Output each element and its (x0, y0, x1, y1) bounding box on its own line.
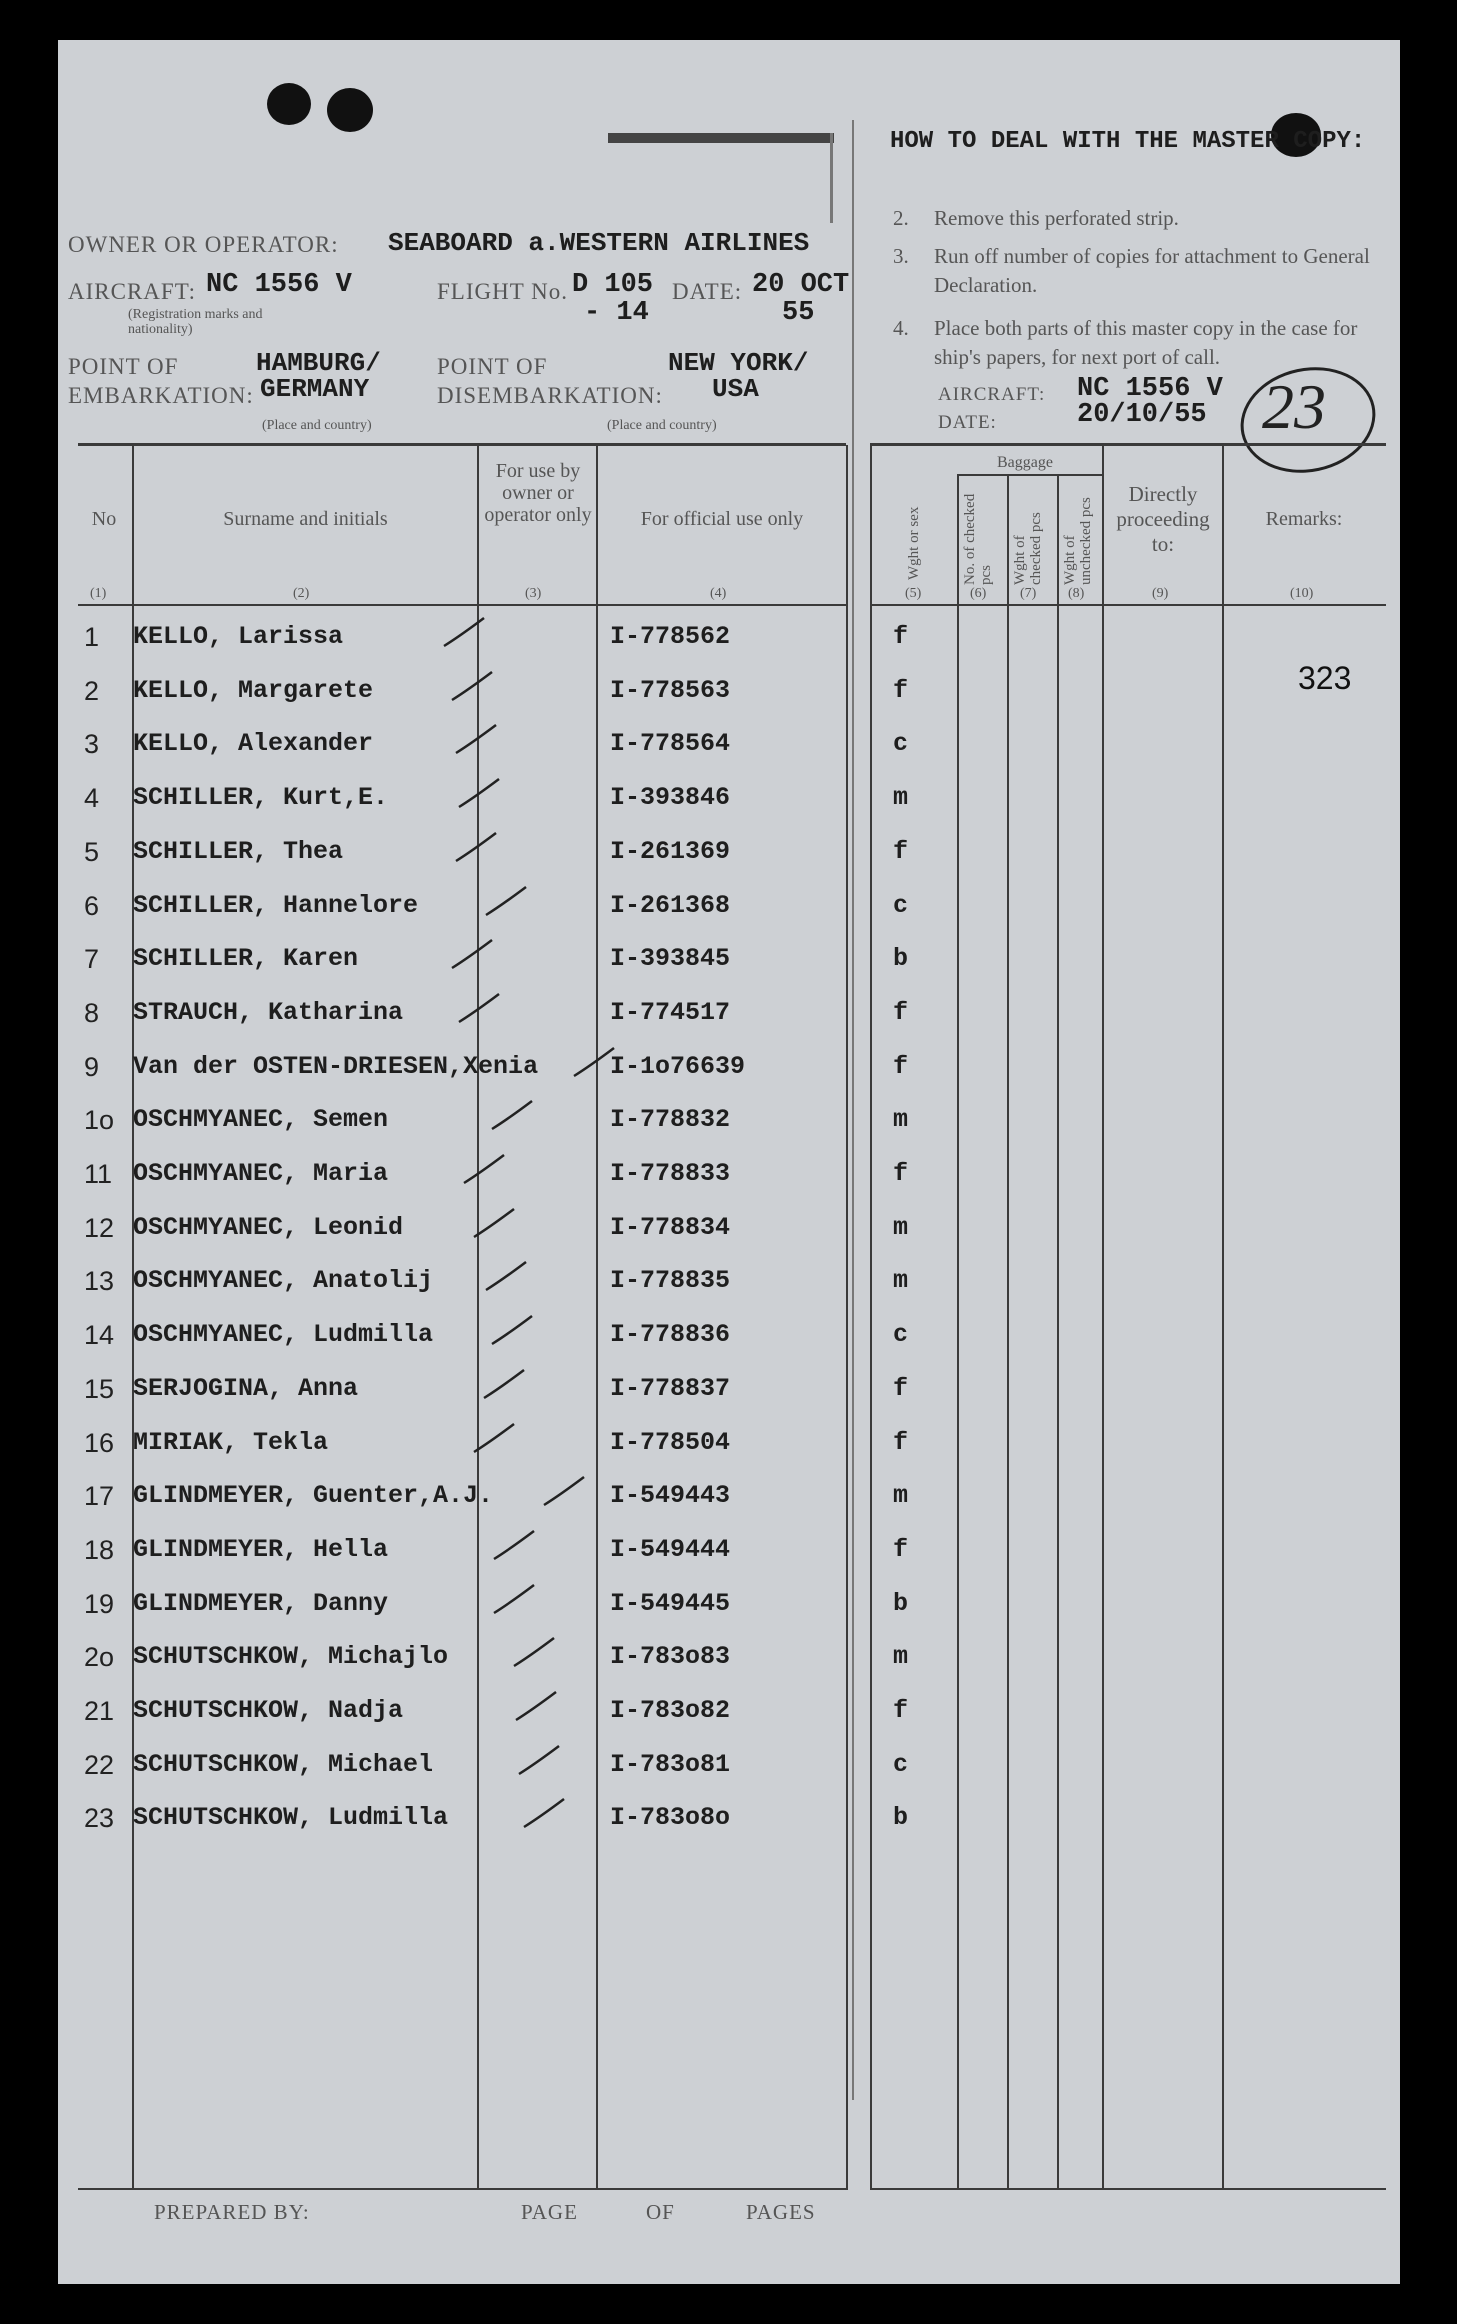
col-num-4: (4) (710, 586, 727, 601)
passenger-name: OSCHMYANEC, Leonid (133, 1212, 404, 1242)
table-row (0, 1535, 1457, 1588)
top-stamp-bar (608, 133, 834, 143)
col-num-10: (10) (1290, 586, 1314, 601)
check-mark-icon (452, 721, 502, 761)
instruction-3-num: 3. (893, 244, 909, 268)
col-header-owner-use: For use by owner or operator only (484, 460, 592, 526)
passenger-sex: m (893, 1642, 909, 1672)
passenger-id: I-783o83 (610, 1642, 731, 1672)
instructions-title: HOW TO DEAL WITH THE MASTER COPY: (890, 128, 1366, 155)
col-header-no: No (91, 508, 117, 530)
table-row (0, 1589, 1457, 1642)
col-num-7: (7) (1020, 586, 1037, 601)
top-stamp-edge (830, 133, 833, 223)
table-top-line-left (78, 443, 846, 446)
embark-note: (Place and country) (262, 418, 372, 433)
passenger-name: STRAUCH, Katharina (133, 997, 404, 1027)
passenger-no: 2o (84, 1642, 115, 1673)
passenger-no: 4 (84, 783, 100, 814)
passenger-name: SCHILLER, Hannelore (133, 890, 419, 920)
check-mark-icon (452, 829, 502, 869)
passenger-name: OSCHMYANEC, Maria (133, 1159, 389, 1188)
circled-value: 23 (1262, 371, 1326, 442)
passenger-no: 15 (84, 1373, 115, 1404)
check-mark-icon (515, 1742, 565, 1782)
passenger-id: I-783o82 (610, 1696, 731, 1725)
passenger-name: KELLO, Larissa (133, 622, 344, 651)
table-row (0, 1320, 1457, 1373)
passenger-no: 3 (84, 729, 100, 760)
table-row (0, 729, 1457, 782)
passenger-name: Van der OSTEN-DRIESEN,Xenia (133, 1051, 539, 1081)
col-num-8: (8) (1068, 586, 1085, 601)
right-date-label: DATE: (938, 412, 997, 433)
table-bottom-left (78, 2188, 846, 2190)
passenger-no: 13 (84, 1266, 115, 1297)
table-row (0, 1481, 1457, 1534)
table-row (0, 998, 1457, 1051)
passenger-sex: f (893, 1534, 909, 1564)
check-mark-icon (440, 614, 490, 654)
col-num-9: (9) (1152, 586, 1169, 601)
col-num-1: (1) (90, 586, 107, 601)
disembark-label-1: POINT OF (437, 354, 548, 379)
passenger-no: 12 (84, 1212, 115, 1243)
passenger-sex: f (893, 1696, 909, 1725)
table-row (0, 1374, 1457, 1427)
check-mark-icon (490, 1527, 540, 1567)
table-row (0, 1266, 1457, 1319)
passenger-name: KELLO, Alexander (133, 729, 374, 759)
table-row (0, 1428, 1457, 1481)
passenger-name: SCHILLER, Kurt,E. (133, 783, 389, 813)
passenger-name: KELLO, Margarete (133, 675, 374, 705)
check-mark-icon (488, 1097, 538, 1137)
passenger-id: I-778563 (610, 675, 731, 705)
passenger-id: I-549445 (610, 1588, 731, 1618)
col-header-surname: Surname and initials (223, 508, 388, 530)
remark-value: 323 (1298, 660, 1352, 696)
punch-hole-middle (327, 88, 373, 132)
flight-value-2: - 14 (584, 298, 649, 328)
col-header-baggage: Baggage (997, 454, 1053, 471)
passenger-sex: m (893, 1212, 909, 1242)
check-mark-icon (520, 1795, 570, 1835)
check-mark-icon (488, 1312, 538, 1352)
passenger-no: 8 (84, 997, 100, 1028)
passenger-sex: f (893, 675, 909, 705)
table-row (0, 1213, 1457, 1266)
table-row (0, 1052, 1457, 1105)
table-header-bottom-right (870, 604, 1386, 606)
punch-hole-left (267, 83, 311, 125)
embark-label-2: EMBARKATION: (68, 383, 254, 408)
instruction-3-text: Run off number of copies for attachment to General Declaration. (934, 244, 1370, 297)
passenger-sex: m (893, 1481, 909, 1511)
check-mark-icon (470, 1205, 520, 1245)
table-row (0, 676, 1457, 729)
passenger-id: I-393845 (610, 944, 731, 974)
passenger-name: SCHUTSCHKOW, Michajlo (133, 1642, 449, 1672)
check-mark-icon (455, 775, 505, 815)
passenger-no: 17 (84, 1481, 115, 1512)
passenger-sex: b (893, 1588, 909, 1618)
passenger-name: SCHILLER, Karen (133, 944, 359, 974)
disembark-value-2: USA (712, 374, 759, 404)
passenger-no: 7 (84, 944, 100, 975)
col-header-remarks: Remarks: (1265, 508, 1343, 530)
check-mark-icon (482, 883, 532, 923)
passenger-id: I-778837 (610, 1373, 731, 1403)
table-bottom-right (870, 2188, 1386, 2190)
passenger-id: I-778562 (610, 622, 731, 651)
passenger-id: I-778564 (610, 729, 731, 759)
check-mark-icon (540, 1473, 590, 1513)
passenger-id: I-778834 (610, 1212, 731, 1242)
passenger-no: 5 (84, 836, 100, 867)
col-header-weight: Wght or sex (906, 506, 922, 580)
baggage-sub-line (957, 474, 1103, 476)
passenger-id: I-1o76639 (610, 1051, 746, 1081)
col-header-proceeding: Directly proceeding to: (1116, 482, 1210, 556)
check-mark-icon (512, 1688, 562, 1728)
instruction-2-num: 2. (893, 206, 909, 230)
check-mark-icon (480, 1366, 530, 1406)
passenger-no: 14 (84, 1320, 115, 1351)
table-row (0, 1105, 1457, 1158)
footer-prepared: PREPARED BY: (154, 2200, 310, 2224)
right-aircraft-value: NC 1556 V (1077, 374, 1223, 404)
passenger-no: 11 (84, 1159, 113, 1189)
passenger-no: 2 (84, 675, 100, 706)
passenger-id: I-778836 (610, 1320, 731, 1350)
passenger-sex: f (893, 1051, 909, 1081)
passenger-no: 1o (84, 1105, 115, 1136)
passenger-sex: m (893, 1105, 909, 1135)
table-row (0, 783, 1457, 836)
col-num-5: (5) (905, 586, 922, 601)
col-header-no-checked: No. of checked pcs (962, 493, 994, 585)
passenger-id: I-783o8o (610, 1803, 731, 1833)
passenger-sex: b (893, 944, 909, 974)
passenger-sex: b (893, 1803, 909, 1833)
passenger-no: 9 (84, 1051, 100, 1082)
table-row (0, 622, 1457, 675)
footer-pages: PAGES (746, 2200, 816, 2224)
passenger-name: SCHUTSCHKOW, Nadja (133, 1696, 404, 1725)
passenger-id: I-261369 (610, 836, 731, 866)
passenger-name: SCHUTSCHKOW, Michael (133, 1749, 434, 1779)
footer-page: PAGE (521, 2200, 578, 2224)
passenger-name: OSCHMYANEC, Anatolij (133, 1266, 434, 1296)
passenger-no: 1 (84, 622, 100, 652)
col-header-official: For official use only (640, 508, 804, 530)
owner-label: OWNER OR OPERATOR: (68, 232, 339, 257)
flight-value-1: D 105 (572, 270, 654, 300)
passenger-no: 16 (84, 1427, 115, 1458)
passenger-sex: f (893, 997, 909, 1027)
check-mark-icon (570, 1044, 620, 1084)
aircraft-note: (Registration marks and nationality) (128, 307, 263, 337)
disembark-value-1: NEW YORK/ (668, 348, 809, 378)
col-num-3: (3) (525, 586, 542, 601)
passenger-sex: f (893, 836, 909, 866)
passenger-no: 23 (84, 1803, 115, 1834)
table-row (0, 1642, 1457, 1695)
embark-label-1: POINT OF (68, 354, 179, 379)
footer-of: OF (646, 2200, 675, 2224)
check-mark-icon (460, 1151, 510, 1191)
passenger-no: 19 (84, 1588, 115, 1619)
passenger-sex: f (893, 622, 909, 651)
col-num-2: (2) (293, 586, 310, 601)
check-mark-icon (448, 936, 498, 976)
disembark-note: (Place and country) (607, 418, 717, 433)
check-mark-icon (448, 668, 498, 708)
passenger-id: I-549444 (610, 1534, 731, 1564)
check-mark-icon (490, 1581, 540, 1621)
passenger-sex: m (893, 1266, 909, 1296)
date-label: DATE: (672, 279, 743, 304)
embark-value-1: HAMBURG/ (256, 348, 381, 378)
passenger-no: 21 (84, 1696, 115, 1726)
table-row (0, 1750, 1457, 1803)
check-mark-icon (482, 1258, 532, 1298)
passenger-id: I-778504 (610, 1427, 731, 1457)
passenger-id: I-774517 (610, 997, 731, 1027)
table-row (0, 837, 1457, 890)
date-value-1: 20 OCT (752, 270, 850, 300)
col-header-wght-unchecked: Wght of unchecked pcs (1062, 497, 1094, 585)
passenger-sex: c (893, 1749, 909, 1779)
table-header-bottom-left (78, 604, 846, 606)
passenger-name: MIRIAK, Tekla (133, 1427, 329, 1457)
passenger-no: 22 (84, 1749, 115, 1780)
passenger-name: OSCHMYANEC, Semen (133, 1105, 389, 1135)
embark-value-2: GERMANY (260, 374, 370, 404)
aircraft-value: NC 1556 V (206, 270, 352, 300)
col-header-wght-checked: Wght of checked pcs (1012, 512, 1044, 585)
table-row (0, 1803, 1457, 1856)
passenger-name: SERJOGINA, Anna (133, 1373, 359, 1403)
table-top-line-right (870, 443, 1386, 446)
owner-value: SEABOARD a.WESTERN AIRLINES (388, 228, 810, 258)
passenger-id: I-549443 (610, 1481, 731, 1511)
disembark-label-2: DISEMBARKATION: (437, 383, 663, 408)
flight-label: FLIGHT No. (437, 279, 568, 304)
passenger-sex: c (893, 890, 909, 920)
check-mark-icon (455, 990, 505, 1030)
passenger-id: I-783o81 (610, 1749, 731, 1779)
right-aircraft-label: AIRCRAFT: (938, 384, 1046, 405)
instruction-4-text: Place both parts of this master copy in the case for ship's papers, for next port of call. (934, 316, 1358, 369)
table-row (0, 1159, 1457, 1212)
passenger-sex: f (893, 1373, 909, 1403)
check-mark-icon (470, 1420, 520, 1460)
passenger-id: I-393846 (610, 783, 731, 813)
date-value-2: 55 (782, 298, 815, 328)
instruction-2-text: Remove this perforated strip. (934, 206, 1179, 230)
passenger-id: I-778835 (610, 1266, 731, 1296)
passenger-id: I-778833 (610, 1159, 731, 1188)
passenger-name: GLINDMEYER, Guenter,A.J. (133, 1481, 494, 1511)
passenger-sex: c (893, 1320, 909, 1350)
aircraft-label: AIRCRAFT: (68, 279, 196, 304)
passenger-sex: c (893, 729, 909, 759)
check-mark-icon (510, 1634, 560, 1674)
table-row (0, 1696, 1457, 1749)
right-date-value: 20/10/55 (1077, 400, 1207, 430)
passenger-id: I-778832 (610, 1105, 731, 1135)
passenger-no: 18 (84, 1534, 115, 1565)
passenger-sex: f (893, 1159, 909, 1188)
instruction-4-num: 4. (893, 316, 909, 340)
passenger-name: SCHILLER, Thea (133, 836, 344, 866)
col-num-6: (6) (970, 586, 987, 601)
table-row (0, 891, 1457, 944)
passenger-name: SCHUTSCHKOW, Ludmilla (133, 1803, 449, 1833)
passenger-no: 6 (84, 890, 100, 921)
table-row (0, 944, 1457, 997)
passenger-id: I-261368 (610, 890, 731, 920)
passenger-sex: m (893, 783, 909, 813)
passenger-sex: f (893, 1427, 909, 1457)
passenger-name: GLINDMEYER, Hella (133, 1534, 389, 1564)
passenger-name: GLINDMEYER, Danny (133, 1588, 389, 1618)
passenger-name: OSCHMYANEC, Ludmilla (133, 1320, 434, 1350)
